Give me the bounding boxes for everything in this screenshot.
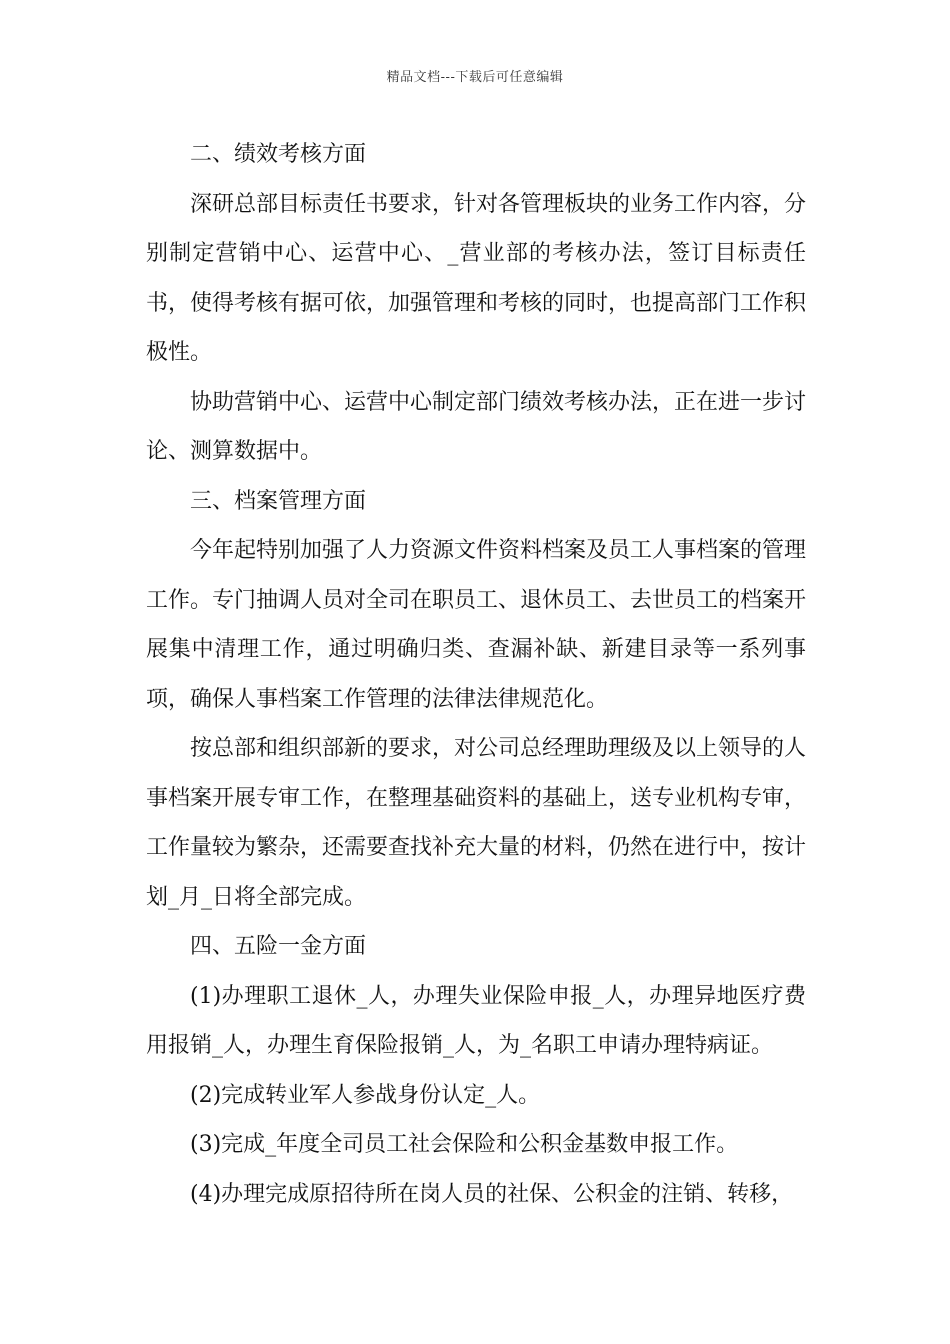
list-item: (3)完成_年度全司员工社会保险和公积金基数申报工作。	[190, 1132, 739, 1157]
document-body	[146, 130, 806, 1219]
paragraph: 深研总部目标责任书要求，针对各管理板块的业务工作内容，分别制定营销中心、运营中心、_营业部的考核办法，签订目标责任书，使得考核有据可依，加强管理和考核的同时，也提高部门工作积极性。	[146, 191, 807, 365]
section-heading-archives: 三、档案管理方面	[190, 488, 367, 514]
list-item: (1)办理职工退休_人，办理失业保险申报_人，办理异地医疗费用报销_人，办理生育保险报销_人，为_名职工申请办理特病证。	[146, 983, 806, 1058]
paragraph: 今年起特别加强了人力资源文件资料档案及员工人事档案的管理工作。专门抽调人员对全司在职员工、退休员工、去世员工的档案开展集中清理工作，通过明确归类、查漏补缺、新建目录等一系列事项，确保人事档案工作管理的法律法律规范化。	[146, 538, 807, 712]
section-heading-performance: 二、绩效考核方面	[190, 142, 367, 167]
section-heading-insurance: 四、五险一金方面	[190, 934, 367, 959]
paragraph: 协助营销中心、运营中心制定部门绩效考核办法，正在进一步讨论、测算数据中。	[146, 389, 807, 464]
page-header: 精品文档---下载后可任意编辑	[386, 70, 564, 85]
list-item: (4)办理完成原招待所在岗人员的社保、公积金的注销、转移，	[190, 1181, 794, 1207]
list-item: (2)完成转业军人参战身份认定_人。	[190, 1082, 541, 1108]
paragraph: 按总部和组织部新的要求，对公司总经理助理级及以上领导的人事档案开展专审工作，在整理基础资料的基础上，送专业机构专审，工作量较为繁杂，还需要查找补充大量的材料，仍然在进行中，按计划_月_日将全部完成。	[146, 736, 807, 910]
